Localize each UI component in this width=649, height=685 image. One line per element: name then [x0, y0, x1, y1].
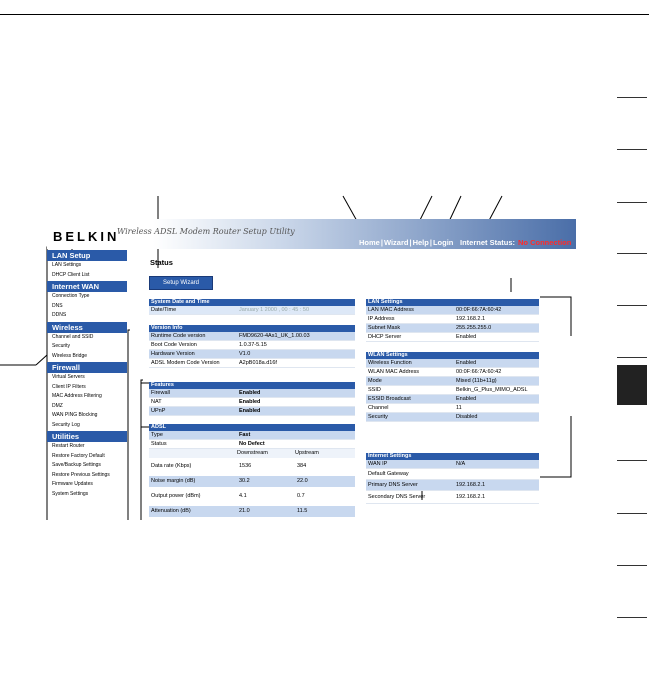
table-row: [366, 315, 539, 324]
downstream-value: 30.2: [239, 478, 250, 484]
internet-settings-panel: [366, 453, 539, 504]
setup-wizard-button[interactable]: Setup Wizard: [149, 276, 213, 290]
row-value: January 1 2000 , 00 : 45 : 50: [239, 307, 310, 313]
sidebar-item-mac-filtering[interactable]: MAC Address Filtering: [52, 393, 102, 399]
sidebar-section-lan-setup[interactable]: LAN Setup: [47, 250, 127, 261]
nav-home-link[interactable]: Home: [359, 238, 380, 247]
row-label: WAN IP: [368, 461, 388, 467]
sidebar-item-channel-ssid[interactable]: Channel and SSID: [52, 333, 94, 340]
row-label: Hardware Version: [151, 351, 195, 357]
row-value: Fast: [239, 432, 251, 438]
table-row: [366, 333, 539, 342]
row-label: Output power (dBm): [151, 493, 201, 499]
sidebar-item-restore-factory[interactable]: Restore Factory Default: [52, 452, 105, 459]
table-row: [366, 368, 539, 377]
row-label: ESSID Broadcast: [368, 396, 411, 402]
panel-title: LAN Settings: [366, 299, 539, 306]
downstream-value: 1536: [239, 463, 252, 469]
sidebar-item-firmware-updates[interactable]: Firmware Updates: [52, 481, 93, 487]
row-label: Runtime Code version: [151, 333, 206, 339]
upstream-header: Upstream: [295, 450, 319, 456]
row-value: 1.0.37-5.15: [239, 342, 267, 348]
table-row: [366, 395, 539, 404]
sidebar-item-system-settings[interactable]: System Settings: [52, 490, 89, 497]
row-label: Data rate (Kbps): [151, 463, 192, 469]
row-value: Belkin_G_Plus_MIMO_ADSL: [456, 387, 528, 393]
table-row: [149, 306, 355, 315]
sidebar-section-internet-wan[interactable]: Internet WAN: [47, 281, 127, 292]
panel-title: ADSL: [149, 424, 355, 431]
panel-title: Internet Settings: [366, 453, 539, 460]
row-value: FMD9620-4As1_UK_1.00.03: [239, 333, 310, 339]
row-value: 00:0F:66:7A:60:42: [456, 307, 502, 313]
row-value: 192.168.2.1: [456, 482, 486, 488]
row-label: ADSL Modem Code Version: [151, 360, 220, 366]
sidebar-item-virtual-servers[interactable]: Virtual Servers: [52, 374, 85, 380]
row-label: Mode: [368, 378, 382, 384]
row-value: N/A: [456, 461, 466, 467]
table-row: [366, 460, 539, 469]
table-row: [366, 404, 539, 413]
belkin-logo[interactable]: BELKIN: [53, 229, 120, 244]
table-row: [149, 476, 355, 488]
row-value: Mixed (11b+11g): [456, 378, 497, 384]
sidebar-item-wireless-bridge[interactable]: Wireless Bridge: [52, 352, 88, 359]
table-row: [366, 359, 539, 368]
sidebar: [47, 249, 127, 519]
sidebar-item-connection-type[interactable]: Connection Type: [52, 293, 90, 299]
row-value: Enabled: [239, 408, 261, 414]
version-info-panel: [149, 325, 355, 368]
table-row: [366, 469, 539, 480]
app-header: [47, 219, 576, 249]
table-row: [149, 440, 355, 449]
row-label: Boot Code Version: [151, 342, 197, 348]
table-row: [366, 480, 539, 491]
row-label: Default Gateway: [368, 471, 409, 477]
sidebar-section-utilities[interactable]: Utilities: [47, 431, 127, 442]
sidebar-section-firewall[interactable]: Firewall: [47, 362, 127, 373]
row-label: Status: [151, 441, 167, 447]
row-label: SSID: [368, 387, 381, 393]
row-value: Disabled: [456, 414, 478, 420]
table-row: [149, 398, 355, 407]
sidebar-item-dmz[interactable]: DMZ: [52, 402, 63, 409]
table-row: [366, 386, 539, 395]
row-value: Enabled: [456, 396, 477, 402]
row-value: No Defect: [239, 441, 265, 447]
table-row: [366, 413, 539, 422]
row-label: Date/Time: [151, 307, 177, 313]
row-label: Security: [368, 414, 388, 420]
downstream-header: Downstream: [237, 450, 268, 456]
nav-help-link[interactable]: Help: [412, 238, 429, 247]
table-row: [149, 461, 355, 473]
nav-wizard-link[interactable]: Wizard: [383, 238, 409, 247]
table-row: [149, 407, 355, 416]
sidebar-item-lan-settings[interactable]: LAN Settings: [52, 262, 82, 268]
table-row: [149, 341, 355, 350]
nav-login-link[interactable]: Login: [432, 238, 454, 247]
features-panel: [149, 382, 355, 416]
row-value: 192.168.2.1: [456, 316, 486, 322]
row-label: Type: [151, 432, 163, 438]
panel-title: Features: [149, 382, 355, 389]
internet-status-label: Internet Status:: [460, 238, 516, 247]
table-row: [149, 389, 355, 398]
row-label: Wireless Function: [368, 360, 412, 366]
row-label: DHCP Server: [368, 334, 402, 340]
row-value: 11: [456, 405, 462, 411]
table-row: [149, 491, 355, 503]
top-nav: Home|Wizard|Help|Login: [359, 238, 454, 247]
row-label: Secondary DNS Server: [368, 494, 426, 500]
panel-title: System Date and Time: [149, 299, 355, 306]
lan-settings-panel: [366, 299, 539, 342]
sidebar-item-security[interactable]: Security: [52, 343, 71, 349]
panel-title: Version Info: [149, 325, 355, 332]
row-label: Noise margin (dB): [151, 478, 196, 484]
main-content: [147, 249, 577, 519]
sidebar-item-dns[interactable]: DNS: [52, 302, 63, 309]
page-title: Status: [150, 258, 173, 267]
internet-status: [460, 238, 571, 247]
panel-title: WLAN Settings: [366, 352, 539, 359]
row-value: 00:0F:66:7A:60:42: [456, 369, 502, 375]
downstream-value: 4.1: [239, 493, 247, 499]
row-label: Attenuation (dB): [151, 508, 191, 514]
sidebar-item-dhcp-client-list[interactable]: DHCP Client List: [52, 271, 90, 278]
sidebar-item-client-ip-filters[interactable]: Client IP Filters: [52, 383, 86, 390]
row-label: LAN MAC Address: [368, 307, 414, 313]
row-value: Enabled: [456, 334, 477, 340]
table-row: [366, 306, 539, 315]
internet-status-value: No Connection: [518, 238, 572, 247]
sidebar-item-restore-previous[interactable]: Restore Previous Settings: [52, 471, 110, 478]
row-label: Channel: [368, 405, 389, 411]
table-row: [366, 491, 539, 504]
sidebar-item-restart-router[interactable]: Restart Router: [52, 443, 85, 449]
row-label: NAT: [151, 399, 162, 405]
wlan-settings-panel: [366, 352, 539, 422]
table-row: [149, 350, 355, 359]
table-row: [149, 332, 355, 341]
row-value: 255.255.255.0: [456, 325, 492, 331]
downstream-value: 21.0: [239, 508, 250, 514]
upstream-value: 384: [297, 463, 307, 469]
row-value: V1.0: [239, 351, 251, 357]
adsl-column-headers: [149, 449, 355, 459]
row-value: Enabled: [239, 399, 261, 405]
table-row: [366, 377, 539, 386]
table-row: [149, 359, 355, 368]
sidebar-item-ddns[interactable]: DDNS: [52, 312, 67, 318]
row-value: 192.168.2.1: [456, 494, 486, 500]
row-label: Primary DNS Server: [368, 482, 418, 488]
upstream-value: 0.7: [297, 493, 305, 499]
row-value: Enabled: [456, 360, 477, 366]
sidebar-item-security-log[interactable]: Security Log: [52, 421, 80, 428]
row-value: Enabled: [239, 390, 261, 396]
system-datetime-panel: [149, 299, 355, 315]
upstream-value: 11.5: [297, 508, 308, 514]
row-label: UPnP: [151, 408, 166, 414]
row-label: Subnet Mask: [368, 325, 401, 331]
sidebar-section-wireless[interactable]: Wireless: [47, 322, 127, 333]
row-label: WLAN MAC Address: [368, 369, 420, 375]
table-row: [149, 506, 355, 518]
row-value: A2pB018a.d16f: [239, 360, 277, 366]
row-label: IP Address: [368, 316, 395, 322]
upstream-value: 22.0: [297, 478, 308, 484]
adsl-panel: [149, 424, 355, 518]
sidebar-item-wan-ping-blocking[interactable]: WAN PING Blocking: [52, 412, 98, 418]
app-title: Wireless ADSL Modem Router Setup Utility: [117, 227, 295, 236]
row-label: Firewall: [151, 390, 170, 396]
sidebar-item-save-backup[interactable]: Save/Backup Settings: [52, 462, 101, 468]
table-row: [366, 324, 539, 333]
table-row: [149, 431, 355, 440]
